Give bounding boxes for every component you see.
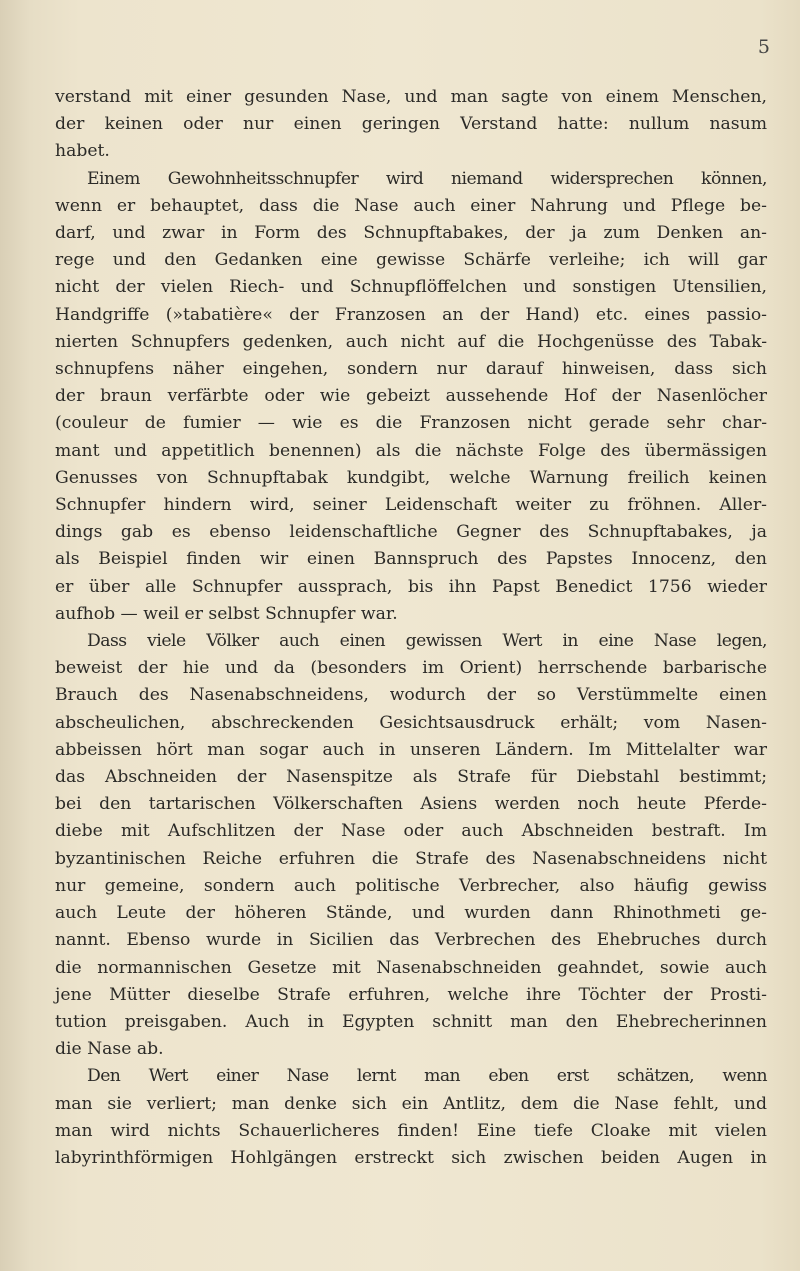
text-line: diebe mit Aufschlitzen der Nase oder auch Abschneiden bestraft. Im	[55, 821, 767, 842]
text-line: Den Wert einer Nase lernt man eben erst schätzen, wenn	[87, 1066, 767, 1087]
text-line: nicht der vielen Riech- und Schnupflöffelchen und sonstigen Utensilien,	[55, 277, 767, 298]
text-line: Brauch des Nasenabschneidens, wodurch der so Verstümmelte einen	[55, 685, 767, 706]
text-line: auch Leute der höheren Stände, und wurden dann Rhinothmeti ge-	[55, 903, 767, 924]
text-line: die normannischen Gesetze mit Nasenabschneiden geahndet, sowie auch	[55, 957, 767, 978]
text-line: schnupfens näher eingehen, sondern nur darauf hinweisen, dass sich	[55, 359, 767, 380]
text-line: nierten Schnupfers gedenken, auch nicht auf die Hochgenüsse des Tabak-	[55, 331, 767, 352]
text-line: Genusses von Schnupftabak kundgibt, welche Warnung freilich keinen	[55, 467, 767, 488]
text-line: nannt. Ebenso wurde in Sicilien das Verbrechen des Ehebruches durch	[55, 930, 767, 951]
text-line: labyrinthförmigen Hohlgängen erstreckt sich zwischen beiden Augen in	[55, 1147, 767, 1168]
text-line: als Beispiel finden wir einen Bannspruch des Papstes Innocenz, den	[55, 549, 767, 570]
text-line: beweist der hie und da (besonders im Orient) herrschende barbarische	[55, 658, 767, 679]
text-line: das Abschneiden der Nasenspitze als Strafe für Diebstahl bestimmt;	[55, 767, 767, 788]
text-line: aufhob — weil er selbst Schnupfer war.	[55, 603, 398, 624]
text-line: tution preisgaben. Auch in Egypten schnitt man den Ehebrecherinnen	[55, 1011, 767, 1032]
text-line: abscheulichen, abschreckenden Gesichtsausdruck erhält; vom Nasen-	[55, 712, 767, 733]
text-line: darf, und zwar in Form des Schnupftabakes, der ja zum Denken an-	[55, 223, 767, 244]
text-line: wenn er behauptet, dass die Nase auch einer Nahrung und Pflege be-	[55, 195, 767, 216]
text-line: mant und appetitlich benennen) als die nächste Folge des übermässigen	[55, 440, 767, 461]
text-line: er über alle Schnupfer aussprach, bis ihn Papst Benedict 1756 wieder	[55, 576, 767, 597]
text-line: die Nase ab.	[55, 1039, 164, 1060]
text-line: byzantinischen Reiche erfuhren die Strafe des Nasenabschneidens nicht	[55, 848, 767, 869]
body-text	[55, 84, 767, 1172]
text-line: Schnupfer hindern wird, seiner Leidenschaft weiter zu fröhnen. Aller-	[55, 495, 767, 516]
text-line: jene Mütter dieselbe Strafe erfuhren, welche ihre Töchter der Prosti-	[55, 984, 767, 1005]
text-line: abbeissen hört man sogar auch in unseren Ländern. Im Mittelalter war	[55, 739, 767, 760]
text-line: man wird nichts Schauerlicheres finden! Eine tiefe Cloake mit vielen	[55, 1120, 767, 1141]
text-line: dings gab es ebenso leidenschaftliche Gegner des Schnupftabakes, ja	[55, 522, 767, 543]
text-line: der keinen oder nur einen geringen Verstand hatte: nullum nasum	[55, 114, 767, 135]
text-line: Dass viele Völker auch einen gewissen Wert in eine Nase legen,	[87, 631, 767, 652]
text-line: bei den tartarischen Völkerschaften Asiens werden noch heute Pferde-	[55, 794, 767, 815]
page-number: 5	[757, 36, 770, 58]
text-line: nur gemeine, sondern auch politische Verbrecher, also häufig gewiss	[55, 875, 767, 896]
text-line: Handgriffe (»tabatière« der Franzosen an der Hand) etc. eines passio-	[55, 304, 767, 325]
text-line: habet.	[55, 141, 110, 162]
text-line: verstand mit einer gesunden Nase, und man sagte von einem Menschen,	[55, 87, 767, 107]
text-line: man sie verliert; man denke sich ein Antlitz, dem die Nase fehlt, und	[55, 1093, 767, 1114]
text-line: rege und den Gedanken eine gewisse Schärfe verleihe; ich will gar	[55, 250, 767, 271]
text-line: Einem Gewohnheitsschnupfer wird niemand widersprechen können,	[87, 168, 767, 189]
text-line: (couleur de fumier — wie es die Franzosen nicht gerade sehr char-	[55, 413, 767, 434]
text-line: der braun verfärbte oder wie gebeizt aussehende Hof der Nasenlöcher	[55, 386, 767, 407]
